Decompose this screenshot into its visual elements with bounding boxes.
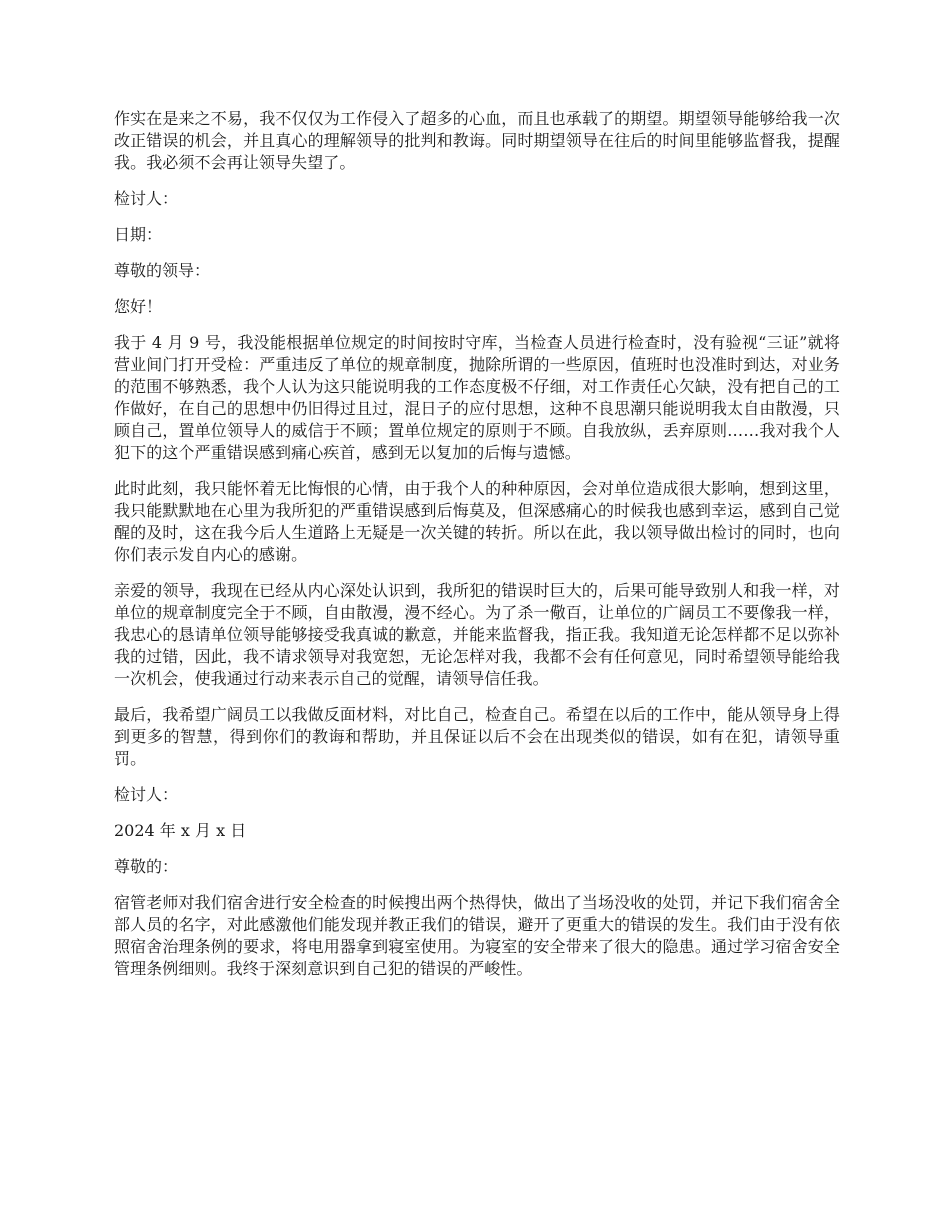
- paragraph-body-2: 此时此刻，我只能怀着无比悔恨的心情，由于我个人的种种原因，会对单位造成很大影响，想到这里，我只能默默地在心里为我所犯的严重错误感到后悔莫及，但深感痛心的时候我也感到幸运，感到自己觉醒的及时，这在我今后人生道路上无疑是一次关键的转折。所以在此，我以领导做出检讨的同时，也向你们表示发自内心的感谢。: [114, 479, 840, 564]
- paragraph-body-1: 我于 4 月 9 号，我没能根据单位规定的时间按时守库，当检查人员进行检查时，没有验视“三证”就将营业间门打开受检：严重违反了单位的规章制度，抛除所谓的一些原因，值班时也没准时到达，对业务的范围不够熟悉，我个人认为这只能说明我的工作态度极不仔细，对工作责任心欠缺，没有把自己的工作做好，在自己的思想中仍旧得过且过，混日子的应付思想，这种不良思潮只能说明我太自由散漫，只顾自己，置单位领导人的威信于不顾；置单位规定的原则于不顾。自我放纵，丢弃原则……我对我个人犯下的这个严重错误感到痛心疾首，感到无以复加的后悔与遗憾。: [114, 333, 840, 462]
- greeting: 您好！: [114, 297, 163, 316]
- document-page: [114, 108, 840, 994]
- date-label: 日期：: [114, 225, 163, 244]
- date-line: 2024 年 x 月 x 日: [114, 821, 247, 840]
- paragraph-body-4: 最后，我希望广阔员工以我做反面材料，对比自己，检查自己。希望在以后的工作中，能从领导身上得到更多的智慧，得到你们的教诲和帮助，并且保证以后不会在出现类似的错误，如有在犯，请领导重罚。: [114, 705, 840, 768]
- salutation-2: 尊敬的：: [114, 857, 179, 876]
- signature-label: 检讨人：: [114, 189, 179, 208]
- signature-label-2: 检讨人：: [114, 785, 179, 804]
- paragraph-body-3: 亲爱的领导，我现在已经从内心深处认识到，我所犯的错误时巨大的，后果可能导致别人和我一样，对单位的规章制度完全于不顾，自由散漫，漫不经心。为了杀一儆百，让单位的广阔员工不要像我一样，我忠心的恳请单位领导能够接受我真诚的歉意，并能来监督我，指正我。我知道无论怎样都不足以弥补我的过错，因此，我不请求领导对我宽恕，无论怎样对我，我都不会有任何意见，同时希望领导能给我一次机会，使我通过行动来表示自己的觉醒，请领导信任我。: [114, 581, 840, 688]
- paragraph-body-5: 宿管老师对我们宿舍进行安全检查的时候搜出两个热得快，做出了当场没收的处罚，并记下我们宿舍全部人员的名字，对此感激他们能发现并教正我们的错误，避开了更重大的错误的发生。我们由于没有依照宿舍治理条例的要求，将电用器拿到寝室使用。为寝室的安全带来了很大的隐患。通过学习宿舍安全管理条例细则。我终于深刻意识到自己犯的错误的严峻性。: [114, 893, 840, 978]
- paragraph-intro: 作实在是来之不易，我不仅仅为工作侵入了超多的心血，而且也承载了的期望。期望领导能够给我一次改正错误的机会，并且真心的理解领导的批判和教诲。同时期望领导在往后的时间里能够监督我，提醒我。我必须不会再让领导失望了。: [114, 109, 840, 172]
- salutation: 尊敬的领导：: [114, 261, 211, 280]
